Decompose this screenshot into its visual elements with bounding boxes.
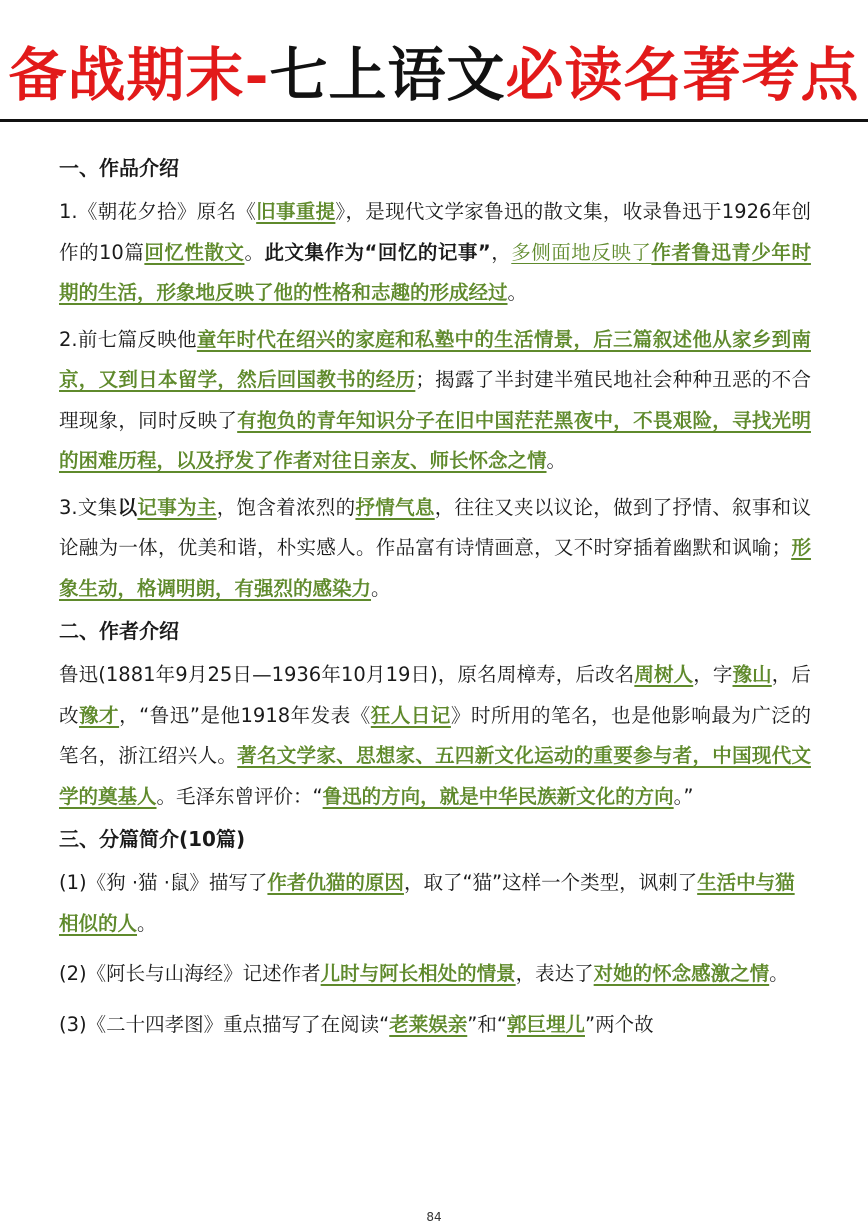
list-item: (3)《二十四孝图》重点描写了在阅读“老莱娱亲”和“郭巨埋儿”两个故 — [59, 1012, 654, 1036]
list-item: (2)《阿长与山海经》记述作者儿时与阿长相处的情景，表达了对她的怀念感激之情。 — [59, 962, 789, 985]
page-number: 84 — [426, 1210, 442, 1224]
paragraph-author-intro: 鲁迅(1881年9月25日—1936年10月19日)，原名周樟寿，后改名周树人，字豫山，后改豫才，“鲁迅”是他1918年发表《狂人日记》时所用的笔名，也是他影响最为广泛的笔名，浙江绍兴人。著名文学家、思想家、五四新文化运动的重要参与者，中国现代文学的奠基人。毛泽东曾评价：“鲁迅的方向，就是中华民族新文化的方向。” — [59, 663, 811, 808]
paragraph-work-intro-2: 2.前七篇反映他童年时代在绍兴的家庭和私塾中的生活情景，后三篇叙述他从家乡到南京，又到日本留学，然后回国教书的经历；揭露了半封建半殖民地社会种种丑恶的不合理现象，同时反映了有抱负的青年知识分子在旧中国茫茫黑夜中，不畏艰险，寻找光明的困难历程，以及抒发了作者对往日亲友、师长怀念之情。 — [59, 327, 811, 472]
section-heading-author-intro: 二、作者介绍 — [59, 619, 179, 643]
document-body — [59, 148, 811, 1055]
paragraph-work-intro-3: 3.文集以记事为主，饱含着浓烈的抒情气息，往往又夹以议论，做到了抒情、叙事和议论融为一体，优美和谐，朴实感人。作品富有诗情画意，又不时穿插着幽默和讽喻；形象生动，格调明朗，有强烈的感染力。 — [59, 495, 811, 600]
paragraph-work-intro-1: 1.《朝花夕拾》原名《旧事重提》，是现代文学家鲁迅的散文集，收录鲁迅于1926年创作的10篇回忆性散文。此文集作为“回忆的记事”，多侧面地反映了作者鲁迅青少年时期的生活，形象地反映了他的性格和志趣的形成经过。 — [59, 200, 811, 304]
title-divider — [0, 119, 868, 122]
section-heading-work-intro: 一、作品介绍 — [59, 156, 179, 180]
page-title: 备战期末-七上语文必读名著考点 — [8, 41, 860, 109]
list-item: (1)《狗 ·猫 ·鼠》描写了作者仇猫的原因，取了“猫”这样一个类型，讽刺了生活中与猫相似的人。 — [59, 871, 795, 935]
section-heading-chapter-summaries: 三、分篇简介(10篇) — [59, 827, 246, 851]
